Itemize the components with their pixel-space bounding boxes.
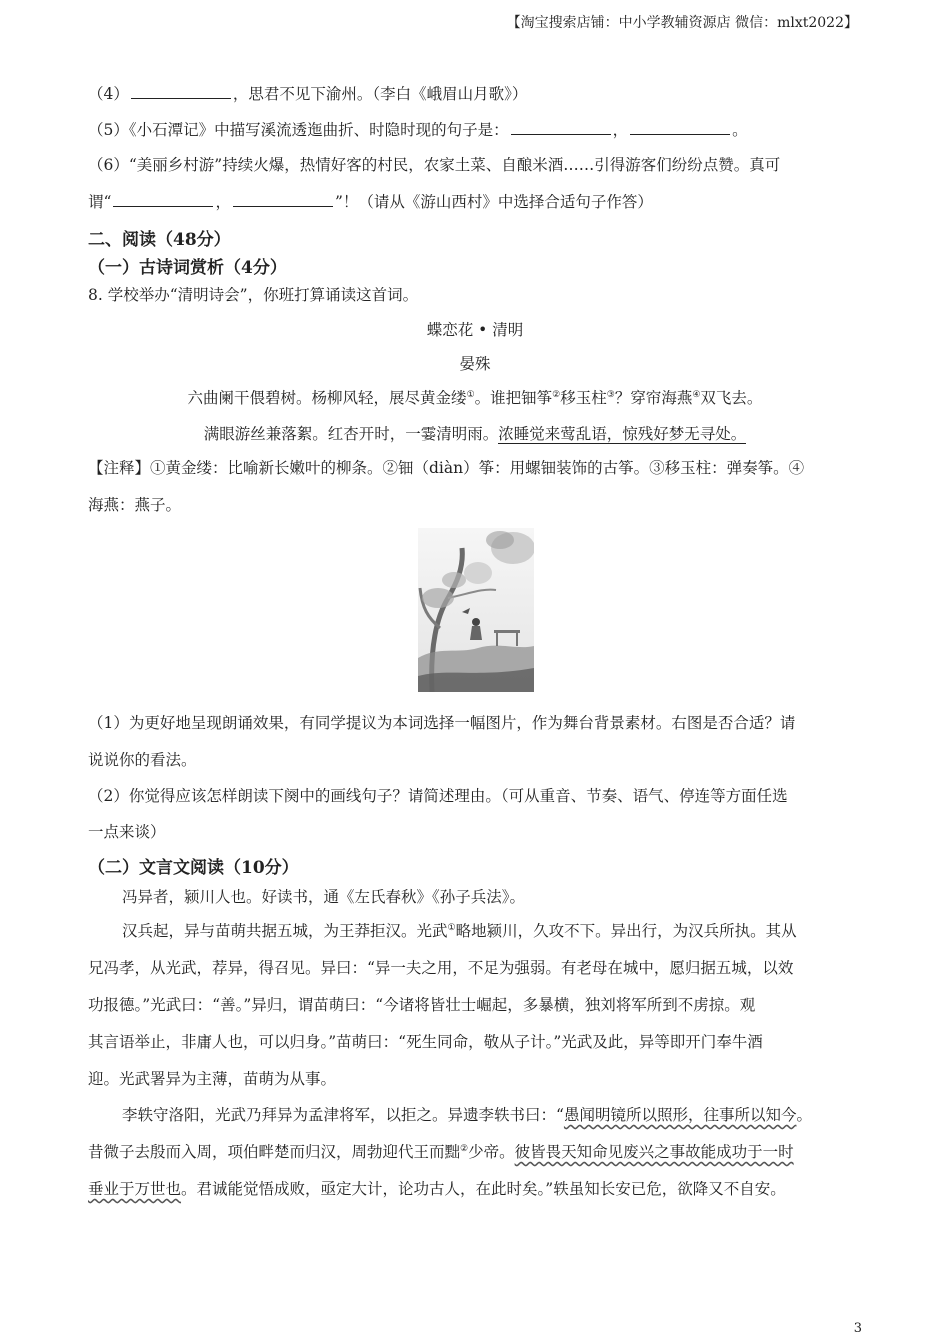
footnote-mark: ① [447, 922, 456, 933]
poem-text: 满眼游丝兼落絮。红杏开时，一霎清明雨。 [203, 425, 499, 443]
classical-p1: 冯异者，颍川人也。好读书，通《左氏春秋》《孙子兵法》。 [122, 888, 526, 906]
footnote-mark: ② [460, 1143, 469, 1154]
classical-text: 少帝。 [468, 1143, 515, 1161]
footnote-mark: ① [466, 389, 475, 400]
poem-line-1 [0, 386, 950, 408]
answer-blank[interactable] [131, 84, 231, 99]
classical-p2-line4: 其言语举止，非庸人也，可以归身。”苗萌曰：“死生同命，敬从子计。”光武及此，异等即开门奉牛酒 [88, 1033, 763, 1051]
poem-text: 六曲阑干偎碧树。杨柳风轻，展尽黄金缕 [187, 389, 467, 407]
section-title-poetry: （一）古诗词赏析（4分） [88, 258, 287, 278]
q5-suffix: 。 [732, 121, 748, 139]
footnote-mark: ② [552, 389, 561, 400]
poem-text: 。谁把钿筝 [474, 389, 553, 407]
wavy-underlined-text: 彼皆畏天知命见废兴之事故能成功于一时 [514, 1143, 794, 1161]
ink-painting-illustration [418, 528, 534, 692]
q6-comma: ， [215, 193, 231, 211]
classical-p2-line3: 功报德。”光武曰：“善。”异归，谓苗萌曰：“今诸将皆壮士崛起，多暴横，独刘将军所到不虏掠。观 [88, 996, 756, 1014]
question-4 [88, 82, 527, 104]
annotation-line1: 【注释】①黄金缕：比喻新长嫩叶的柳条。②钿（diàn）筝：用螺钿装饰的古筝。③移玉柱：弹奏筝。④ [88, 459, 805, 477]
classical-p2-line2: 兄冯孝，从光武，荐异，得召见。异曰：“异一夫之用，不足为强弱。有老母在城中，愿归据五城，以效 [88, 959, 794, 977]
classical-p2-line5: 迎。光武署异为主薄，苗萌为从事。 [88, 1070, 337, 1088]
q5-comma: ， [612, 121, 629, 139]
q4-suffix: ，思君不见下渝州。（李白《峨眉山月歌》） [232, 85, 528, 103]
answer-blank[interactable] [233, 192, 333, 207]
subquestion-1-line1: （1）为更好地呈现朗诵效果，有同学提议为本词选择一幅图片，作为舞台背景素材。右图是否合适？请 [88, 714, 796, 732]
page-number: 3 [853, 1321, 862, 1336]
footnote-mark: ④ [692, 389, 701, 400]
poem-line-2 [0, 422, 950, 444]
classical-p3-line1 [122, 1103, 812, 1125]
subquestion-2-line1: （2）你觉得应该怎样朗读下阕中的画线句子？请简述理由。（可从重音、节奏、语气、停连等方面任选 [88, 787, 788, 805]
poem-text: 移玉柱 [560, 389, 607, 407]
poem-title: 蝶恋花 • 清明 [426, 321, 524, 339]
question-6-line2 [88, 190, 653, 212]
answer-blank[interactable] [630, 120, 730, 135]
poem-text: 双飞去。 [700, 389, 763, 407]
q6-prefix: 谓“ [88, 193, 112, 211]
classical-p2-line1 [122, 919, 797, 941]
q6-suffix: ”！（请从《游山西村》中选择合适句子作答） [334, 193, 653, 211]
section-title-classical: （二）文言文阅读（10分） [88, 858, 299, 878]
q4-prefix: （4） [88, 85, 129, 103]
question-5 [88, 118, 748, 140]
classical-p3-line2 [88, 1140, 794, 1162]
poem-text: ？穿帘海燕 [614, 389, 693, 407]
wavy-underlined-text: 垂业于万世也 [88, 1180, 182, 1198]
wavy-underlined-text: 愚闻明镜所以照形，往事所以知今 [563, 1106, 797, 1124]
annotation-line2: 海燕：燕子。 [88, 496, 182, 514]
footnote-mark: ③ [606, 389, 615, 400]
q5-prefix: （5）《小石潭记》中描写溪流透迤曲折、时隐时现的句子是： [88, 121, 509, 139]
question-8: 8. 学校举办“清明诗会”，你班打算诵读这首词。 [88, 286, 419, 304]
classical-text: 略地颍川，久攻不下。异出行，为汉兵所执。其从 [455, 922, 797, 940]
classical-text: 昔微子去殷而入周，项伯畔楚而归汉，周勃迎代王而黜 [88, 1143, 461, 1161]
question-6-line1: （6）“美丽乡村游”持续火爆，热情好客的村民，农家土菜、自酿米酒……引得游客们纷纷点赞。真可 [88, 156, 781, 174]
answer-blank[interactable] [113, 192, 213, 207]
classical-p3-line3 [88, 1177, 786, 1199]
page-header: 【淘宝搜索店铺：中小学教辅资源店 微信：mlxt2022】 [506, 15, 858, 31]
subquestion-1-line2: 说说你的看法。 [88, 751, 197, 769]
classical-text: 汉兵起，异与苗萌共据五城，为王莽拒汉。光武 [122, 922, 448, 940]
underlined-poem-text: 浓睡觉来莺乱语，惊残好梦无寻处。 [498, 425, 747, 443]
poem-author: 晏殊 [459, 355, 491, 373]
section-title-reading: 二、阅读（48分） [88, 230, 231, 250]
answer-blank[interactable] [511, 120, 611, 135]
classical-text: 。君诚能觉悟成败，亟定大计，论功古人，在此时矣。”轶虽知长安已危，欲降又不自安。 [181, 1180, 786, 1198]
subquestion-2-line2: 一点来谈） [88, 823, 166, 841]
classical-text: 。 [796, 1106, 812, 1124]
classical-text: 李轶守洛阳，光武乃拜异为孟津将军，以拒之。异遗李轶书曰：“ [122, 1106, 564, 1124]
